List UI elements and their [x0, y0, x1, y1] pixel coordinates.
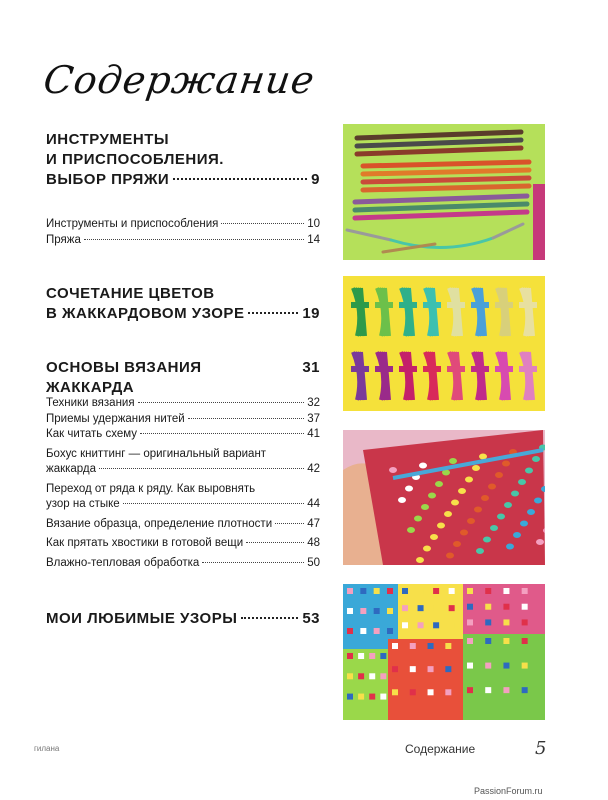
toc-item[interactable] [46, 517, 320, 533]
toc-item-page: 50 [307, 556, 320, 569]
toc-item[interactable] [46, 497, 320, 513]
section-page: 19 [302, 305, 320, 322]
leader-dots [123, 503, 305, 504]
section-line: СОЧЕТАНИЕ ЦВЕТОВ [46, 285, 215, 302]
toc-item-page: 32 [307, 397, 320, 409]
toc-section-colors[interactable] [46, 284, 320, 324]
knitting-photo [343, 430, 545, 565]
toc-item[interactable] [46, 412, 320, 428]
toc-item-line: Бохус книттинг — оригинальный вариант [46, 447, 267, 460]
toc-item-line: Переход от ряда к ряду. Как выровнять [46, 482, 256, 495]
page-title: Содержание [40, 58, 318, 102]
needles-photo [343, 124, 545, 260]
toc-item-label: узор на стыке [46, 498, 120, 510]
leader-dots [241, 617, 298, 619]
toc-section-basics[interactable] [46, 358, 320, 398]
toc-item[interactable] [46, 427, 320, 443]
page-number: 5 [535, 738, 547, 759]
toc-item-page: 47 [307, 517, 320, 530]
toc-item[interactable] [46, 233, 320, 249]
leader-dots [99, 468, 304, 469]
leader-dots [188, 418, 304, 419]
toc-item-label: Техники вязания [46, 397, 135, 409]
leader-dots [248, 312, 298, 314]
toc-section-tools[interactable] [46, 130, 320, 190]
toc-item-page: 14 [307, 233, 320, 246]
toc-item-page: 10 [307, 218, 320, 230]
toc-item-label: Влажно-тепловая обработка [46, 556, 200, 569]
toc-item-label: Приемы удержания нитей [46, 412, 185, 425]
toc-item-label: Пряжа [46, 233, 81, 246]
toc-item-page: 41 [307, 428, 320, 440]
toc-item-label: Как прятать хвостики в готовой вещи [46, 537, 244, 549]
leader-dots [246, 542, 304, 543]
brand-label: гилана [34, 744, 60, 753]
section-page: 9 [311, 171, 320, 188]
leader-dots [173, 178, 307, 180]
toc-sublist-tools [46, 217, 320, 248]
toc-item-label: жаккарда [46, 463, 97, 475]
patterns-photo [343, 584, 545, 720]
section-page: 31 [302, 359, 320, 376]
watermark: PassionForum.ru [474, 786, 543, 796]
section-label: ВЫБОР ПРЯЖИ [46, 171, 170, 188]
toc-item-label: Вязание образца, определение плотности [46, 517, 273, 530]
section-line: ИНСТРУМЕНТЫ [46, 131, 170, 148]
toc-item-page: 42 [307, 463, 320, 475]
toc-item[interactable] [46, 396, 320, 412]
toc-section-patterns[interactable] [46, 609, 320, 629]
section-label: ОСНОВЫ ВЯЗАНИЯ ЖАККАРДА [46, 359, 202, 396]
toc-item[interactable] [46, 217, 320, 233]
leader-dots [140, 433, 304, 434]
section-label: В ЖАККАРДОВОМ УЗОРЕ [46, 305, 245, 322]
toc-item-page: 48 [307, 537, 320, 549]
leader-dots [202, 562, 304, 563]
running-header: Содержание [405, 742, 476, 756]
toc-item-page: 44 [307, 498, 320, 510]
toc-item[interactable] [46, 536, 320, 552]
toc-item-page: 37 [307, 412, 320, 425]
toc-item-label: Как читать схему [46, 428, 138, 440]
leader-dots [138, 402, 305, 403]
leader-dots [84, 239, 304, 240]
leader-dots [221, 223, 304, 224]
toc-sublist-basics [46, 396, 320, 571]
toc-item-label: Инструменты и приспособления [46, 218, 219, 230]
toc-item[interactable] [46, 462, 320, 478]
section-label: МОИ ЛЮБИМЫЕ УЗОРЫ [46, 610, 238, 627]
leader-dots [275, 523, 304, 524]
yarn-photo [343, 276, 545, 411]
section-line: И ПРИСПОСОБЛЕНИЯ. [46, 151, 224, 168]
toc-item[interactable] [46, 556, 320, 572]
section-page: 53 [302, 610, 320, 627]
